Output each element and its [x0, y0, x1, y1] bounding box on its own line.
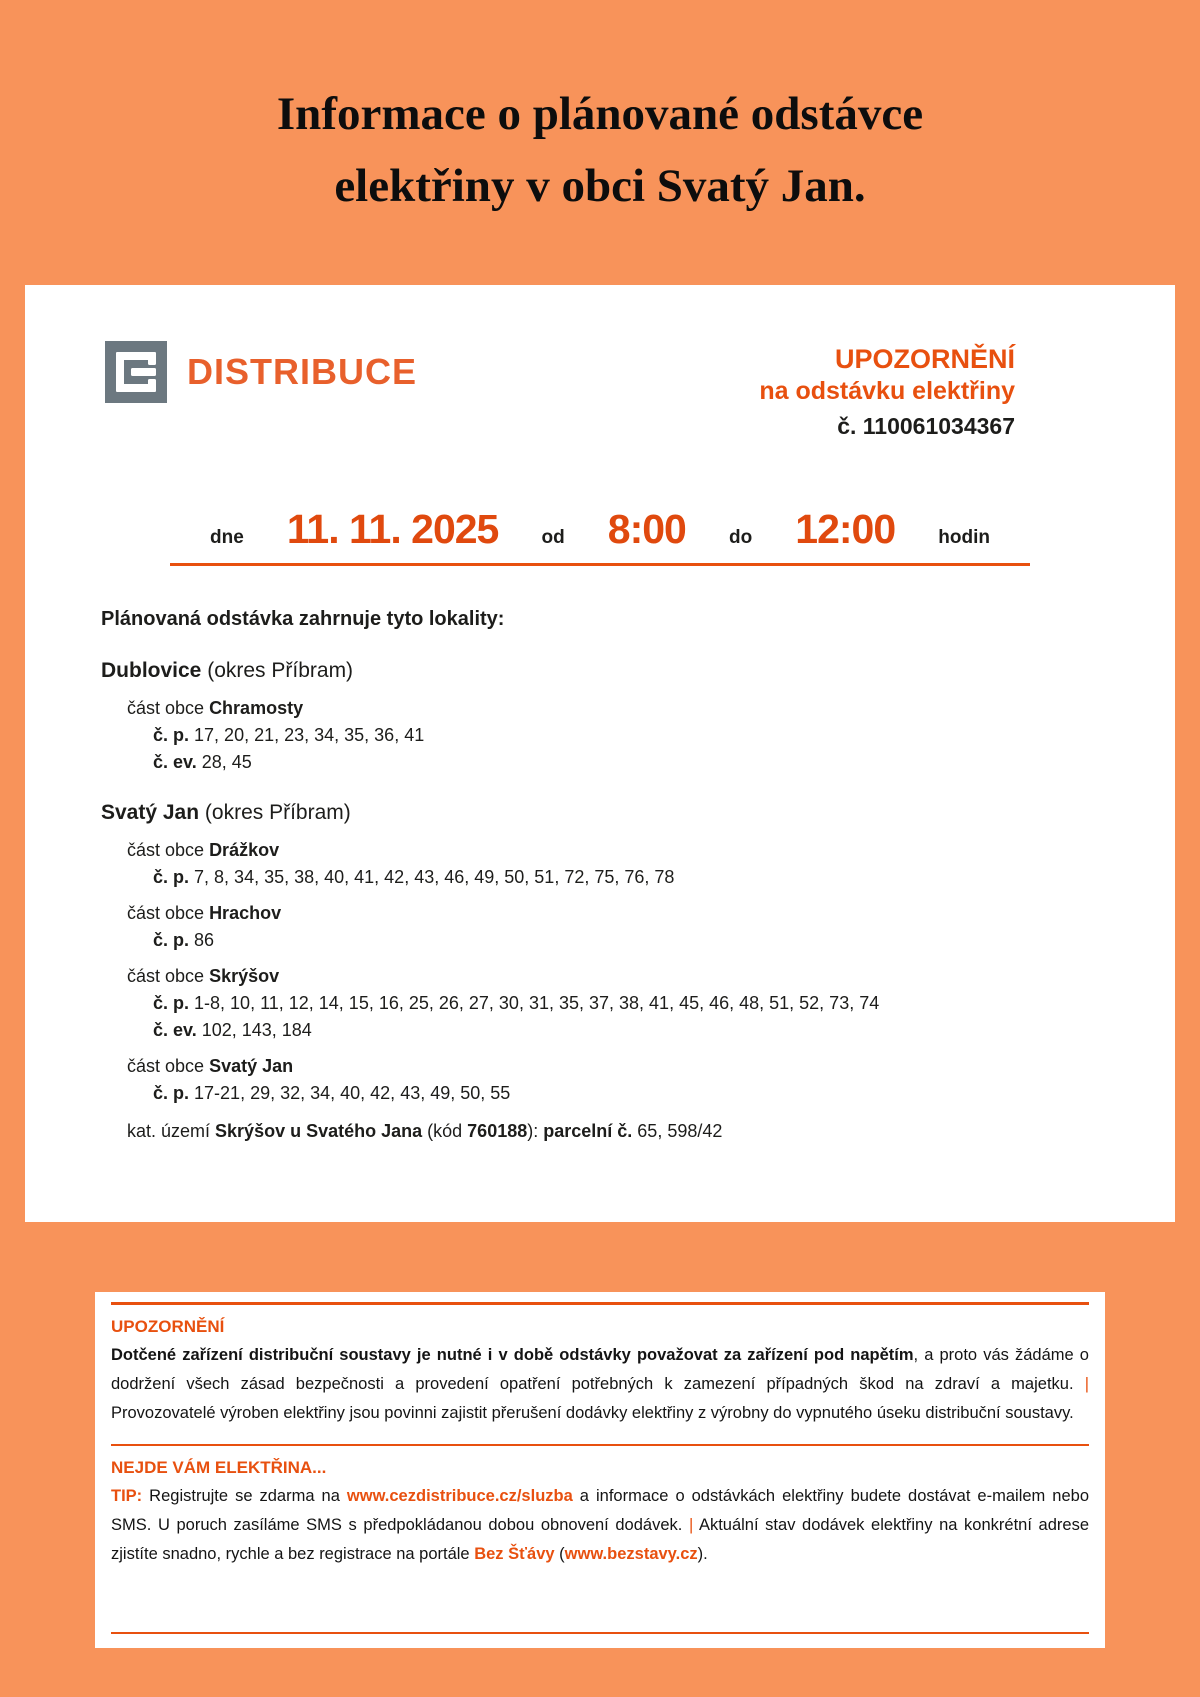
numbers-values: 17-21, 29, 32, 34, 40, 42, 43, 49, 50, 55 — [194, 1083, 511, 1104]
part-label: část obce — [127, 1056, 205, 1077]
numbers-row — [101, 867, 1115, 888]
cadastral-prefix: kat. území — [127, 1121, 216, 1142]
tip-text-1: Registrujte se zdarma na — [142, 1487, 347, 1505]
schedule-od-label: od — [541, 527, 565, 549]
locality-district: (okres Příbram) — [207, 659, 354, 683]
cadastral-parcels: 65, 598/42 — [632, 1121, 723, 1142]
numbers-row — [101, 993, 1115, 1014]
numbers-row — [101, 1020, 1115, 1041]
cadastral-kod-prefix: (kód — [422, 1121, 468, 1142]
numbers-values: 7, 8, 34, 35, 38, 40, 41, 42, 43, 46, 49, 50, 51, 72, 75, 76, 78 — [194, 867, 675, 888]
notice-heading-line2: na odstávku elektřiny — [759, 376, 1015, 405]
tip-paren-close: ). — [697, 1545, 708, 1563]
numbers-row — [101, 725, 1115, 746]
brand-name: DISTRIBUCE — [187, 351, 418, 392]
numbers-label: č. p. — [153, 993, 190, 1014]
cadastral-kod-suffix: ): — [527, 1121, 544, 1142]
tip-label: TIP: — [111, 1487, 143, 1505]
part-row — [101, 903, 1115, 924]
part-label: část obce — [127, 698, 205, 719]
schedule-from-time: 8:00 — [607, 506, 686, 553]
locality-group-svaty-jan — [101, 801, 1115, 1142]
part-name: Skrýšov — [209, 966, 280, 987]
bottom-rule — [111, 1632, 1089, 1634]
warning-heading: UPOZORNĚNÍ — [111, 1317, 225, 1336]
brand-block — [105, 341, 417, 403]
schedule-date: 11. 11. 2025 — [286, 506, 499, 553]
notice-card — [25, 285, 1175, 1222]
part-row — [101, 698, 1115, 719]
part-label: část obce — [127, 840, 205, 861]
numbers-values: 17, 20, 21, 23, 34, 35, 36, 41 — [194, 725, 425, 746]
cadastral-row — [101, 1121, 1115, 1142]
help-heading: NEJDE VÁM ELEKTŘINA... — [111, 1458, 327, 1477]
schedule-do-label: do — [728, 527, 753, 549]
part-row — [101, 966, 1115, 987]
section-divider — [111, 1444, 1089, 1446]
numbers-values: 102, 143, 184 — [201, 1020, 312, 1041]
schedule-row — [170, 506, 1030, 566]
notice-header — [25, 285, 1175, 440]
page-title — [0, 78, 1200, 222]
localities-heading: Plánovaná odstávka zahrnuje tyto lokality: — [101, 608, 505, 631]
page-title-line2: elektřiny v obci Svatý Jan. — [334, 160, 866, 212]
part-name: Svatý Jan — [209, 1056, 294, 1077]
warning-text-1: , a proto vás žádáme o dodržení všech zásad bezpečnosti a provedení opatření potřebných k zamezení případných škod na zdraví a majetku. — [111, 1346, 1089, 1393]
pipe-separator: | — [688, 1516, 694, 1534]
locality-district: (okres Příbram) — [204, 801, 351, 825]
part-label: část obce — [127, 903, 205, 924]
page-title-line1: Informace o plánované odstávce — [276, 88, 924, 140]
locality-name: Svatý Jan — [101, 801, 200, 825]
schedule-to-time: 12:00 — [795, 506, 896, 553]
warning-bold-text: Dotčené zařízení distribuční soustavy je nutné i v době odstávky považovat za zařízení pod napětím — [111, 1346, 914, 1364]
notice-number: č. 110061034367 — [837, 413, 1015, 440]
numbers-label: č. p. — [153, 930, 190, 951]
numbers-label: č. p. — [153, 867, 190, 888]
numbers-label: č. ev. — [153, 1020, 197, 1041]
numbers-label: č. p. — [153, 725, 190, 746]
numbers-values: 86 — [194, 930, 215, 951]
tip-text-2: a informace o odstávkách elektřiny budete dostávat e-mailem nebo SMS. U poruch zasíláme SMS s předpokládanou dobou obnovení dodávek. — [111, 1487, 1089, 1534]
footer-box — [95, 1292, 1105, 1648]
locality-title — [101, 801, 1115, 825]
locality-name: Dublovice — [101, 659, 202, 683]
numbers-row — [101, 930, 1115, 951]
bezstavy-brand: Bez Šťávy — [474, 1545, 555, 1563]
part-row — [101, 840, 1115, 861]
locality-group-dublovice — [101, 659, 1115, 773]
bezstavy-link[interactable]: www.bezstavy.cz — [564, 1545, 698, 1563]
numbers-label: č. ev. — [153, 752, 197, 773]
part-label: část obce — [127, 966, 205, 987]
warning-text-2: Provozovatelé výroben elektřiny jsou povinni zajistit přerušení dodávky elektřiny z výrobny do vypnutého úseku distribuční soustavy. — [111, 1404, 1074, 1422]
top-rule — [111, 1302, 1089, 1305]
schedule-hodin-label: hodin — [938, 527, 990, 549]
numbers-values: 1-8, 10, 11, 12, 14, 15, 16, 25, 26, 27, 30, 31, 35, 37, 38, 41, 45, 46, 48, 51, 52, 73, 74 — [194, 993, 880, 1014]
cadastral-kod: 760188 — [467, 1121, 528, 1142]
locality-title — [101, 659, 1115, 683]
part-name: Drážkov — [209, 840, 280, 861]
localities-list — [25, 566, 1175, 1142]
numbers-label: č. p. — [153, 1083, 190, 1104]
warning-paragraph — [111, 1341, 1089, 1428]
part-name: Chramosty — [209, 698, 304, 719]
numbers-row — [101, 1083, 1115, 1104]
numbers-values: 28, 45 — [201, 752, 252, 773]
part-row — [101, 1056, 1115, 1077]
cadastral-name: Skrýšov u Svatého Jana — [215, 1121, 423, 1142]
numbers-row — [101, 752, 1115, 773]
tip-paragraph — [111, 1482, 1089, 1569]
tip-paren-open: ( — [554, 1545, 565, 1563]
part-name: Hrachov — [209, 903, 282, 924]
cezdistribuce-link[interactable]: www.cezdistribuce.cz/sluzba — [346, 1487, 573, 1505]
cez-logo-icon — [105, 341, 167, 403]
notice-heading-block — [759, 341, 1015, 440]
cadastral-parcel-label: parcelní č. — [543, 1121, 633, 1142]
pipe-separator: | — [1084, 1375, 1089, 1393]
notice-heading-line1: UPOZORNĚNÍ — [834, 344, 1015, 374]
schedule-dne-label: dne — [210, 527, 244, 549]
tip-text-3: Aktuální stav dodávek elektřiny na konkrétní adrese zjistíte snadno, rychle a bez registrace na portále — [111, 1516, 1089, 1563]
